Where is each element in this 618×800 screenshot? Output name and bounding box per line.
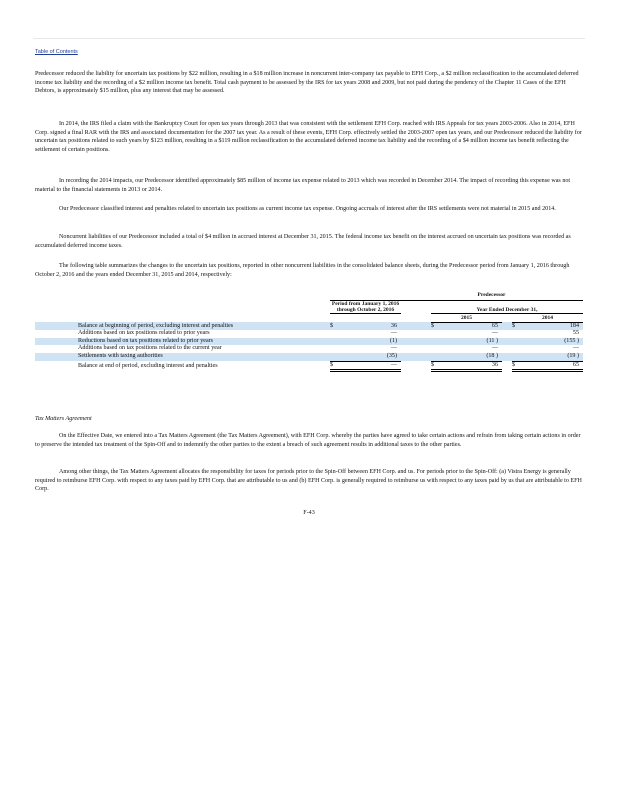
paragraph-tax-allocation: Among other things, the Tax Matters Agreement allocates the responsibility for taxes for periods prior to the Spin-Off between EFH Corp. and us. For periods prior to the Spin-Off: (a) Vistra Energy is generally required to reimburse EFH Corp. with respect to any taxes paid by EFH Corp. that are attributable to us and (b) EFH Corp. is generally required to reimburse us with respect to any taxes paid by us that are attributable to EFH Corp. [35, 469, 582, 493]
col-year-ended-header: Year Ended December 31, [431, 300, 583, 313]
paragraph-liability-reduction: Predecessor reduced the liability for uncertain tax positions by $22 million, resulting in a $18 million increase in noncurrent inter-company tax payable to EFH Corp., a $2 million reclassification to the accumulated deferred income tax liability and the recording of a $2 million income tax benefit. Total cash payment to be assessed by the IRS for tax years 2008 and 2009, but not paid during the pendency of the Chapter 11 Cases of the EFH Debtors, is approximately $15 million, plus any interest that may be assessed. [35, 71, 579, 95]
paragraph-tax-matters-agreement: On the Effective Date, we entered into a Tax Matters Agreement (the Tax Matters Agreement), with EFH Corp. whereby the parties have agreed to take certain actions and refrain from taking certain actions in order to preserve the intended tax treatment of the Spin-Off and to indemnify the other parties to the extent a breach of such agreement results in additional taxes to the other parties. [35, 433, 581, 448]
predecessor-header: Predecessor [330, 292, 583, 300]
paragraph-table-intro: The following table summarizes the changes to the uncertain tax positions, reported in other noncurrent liabilities in the consolidated balance sheets, during the Predecessor period from January 1, 2016 through October 2, 2016 and the years ended December 31, 2015 and 2014, respectively: [35, 263, 570, 278]
paragraph-interest-penalties: Our Predecessor classified interest and penalties related to uncertain tax positions as current income tax expense. Ongoing accruals of interest after the IRS settlements were not material in 2015 and 2014. [59, 206, 556, 212]
col-2015-header: 2015 [431, 314, 502, 323]
table-row: Settlements with taxing authorities (35) (18 ) (19 ) [35, 353, 583, 361]
header-divider [33, 38, 585, 39]
page-number: F-43 [303, 510, 315, 516]
table-row: Additions based on tax positions related to prior years — — 55 [78, 330, 579, 337]
uncertain-tax-positions-table [35, 292, 583, 372]
col-2014-header: 2014 [512, 314, 583, 323]
table-row: Balance at end of period, excluding interest and penalties $ — $ 36 $ 65 [35, 361, 583, 371]
table-row: Additions based on tax positions related to the current year — — — [78, 345, 579, 352]
table-of-contents-link[interactable]: Table of Contents [35, 49, 78, 55]
paragraph-irs-claim-2014: In 2014, the IRS filed a claim with the Bankruptcy Court for open tax years through 2013 that was consistent with the settlement EFH Corp. reached with IRS Appeals for tax years 2003-2006. Also in 2014, EFH Corp. signed a final RAR with the IRS and associated documentation for the 2007 tax year. As a result of these events, EFH Corp. effectively settled the 2003-2007 open tax years, and our Predecessor reduced the liability for uncertain tax positions related to such years by $123 million, resulting in a $119 million reclassification to the accumulated deferred income tax liability and the recording of a $4 million income tax benefit reflecting the settlement of certain positions. [35, 121, 582, 153]
table-row: Balance at beginning of period, excluding interest and penalties $ 36 $ 65 $ 184 [35, 322, 583, 330]
paragraph-noncurrent-liabilities: Noncurrent liabilities of our Predecessor included a total of $4 million in accrued interest at December 31, 2015. The federal income tax benefit on the interest accrued on uncertain tax positions was recorded as accumulated deferred income taxes. [35, 234, 571, 249]
table-row: Reductions based on tax positions related to prior years (1) (11 ) (155 ) [35, 338, 583, 346]
col-period-2016-header: Period from January 1, 2016 through October 2, 2016 [331, 300, 400, 313]
paragraph-2014-impacts: In recording the 2014 impacts, our Predecessor identified approximately $85 million of income tax expense related to 2013 which was recorded in December 2014. The impact of recording this expense was not material to the financial statements in 2013 or 2014. [35, 178, 571, 193]
tax-matters-agreement-heading: Tax Matters Agreement [35, 416, 92, 422]
